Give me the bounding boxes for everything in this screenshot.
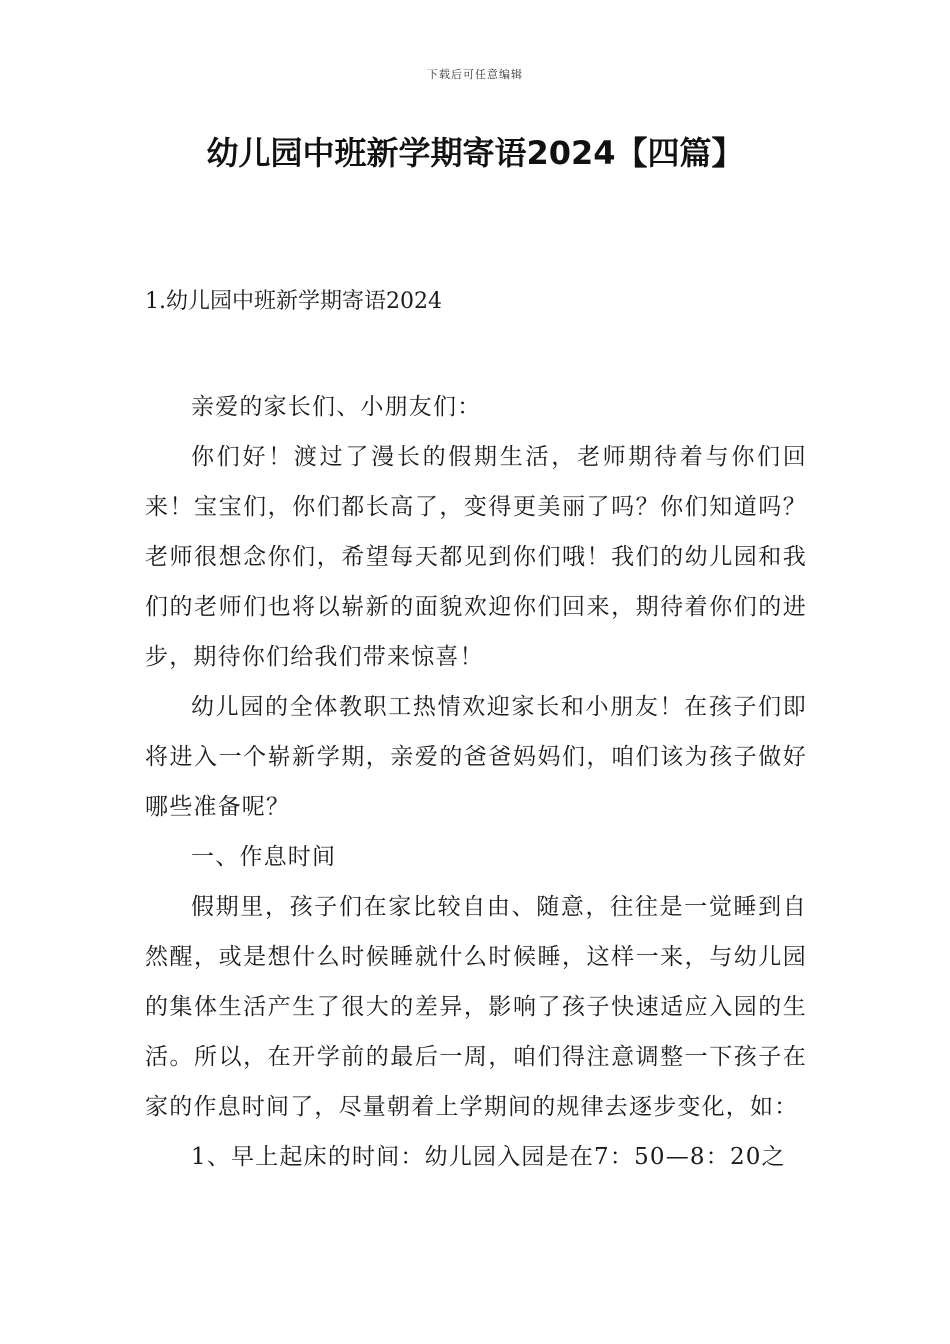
body-paragraph: 幼儿园的全体教职工热情欢迎家长和小朋友！在孩子们即将进入一个崭新学期，亲爱的爸爸妈妈们，咱们该为孩子做好哪些准备呢？	[145, 694, 807, 820]
greeting-paragraph: 亲爱的家长们、小朋友们：	[191, 394, 482, 420]
body-paragraph: 假期里，孩子们在家比较自由、随意，往往是一觉睡到自然醒，或是想什么时候睡就什么时候睡，这样一来，与幼儿园的集体生活产生了很大的差异，影响了孩子快速适应入园的生活。所以，在开学前的最后一周，咱们得注意调整一下孩子在家的作息时间了，尽量朝着上学期间的规律去逐步变化，如：	[145, 894, 807, 1120]
body-paragraph: 你们好！渡过了漫长的假期生活，老师期待着与你们回来！宝宝们，你们都长高了，变得更美丽了吗？你们知道吗？老师很想念你们，希望每天都见到你们哦！我们的幼儿园和我们的老师们也将以崭新的面貌欢迎你们回来，期待着你们的进步，期待你们给我们带来惊喜！	[145, 444, 807, 670]
header-note: 下载后可任意编辑	[427, 68, 523, 81]
body-paragraph: 1、早上起床的时间：幼儿园入园是在7：50—8：20之	[191, 1144, 786, 1170]
section-heading: 1.幼儿园中班新学期寄语2024	[145, 289, 442, 314]
document-body	[145, 382, 807, 1182]
subheading-paragraph: 一、作息时间	[191, 844, 337, 870]
document-title: 幼儿园中班新学期寄语2024【四篇】	[206, 134, 744, 172]
